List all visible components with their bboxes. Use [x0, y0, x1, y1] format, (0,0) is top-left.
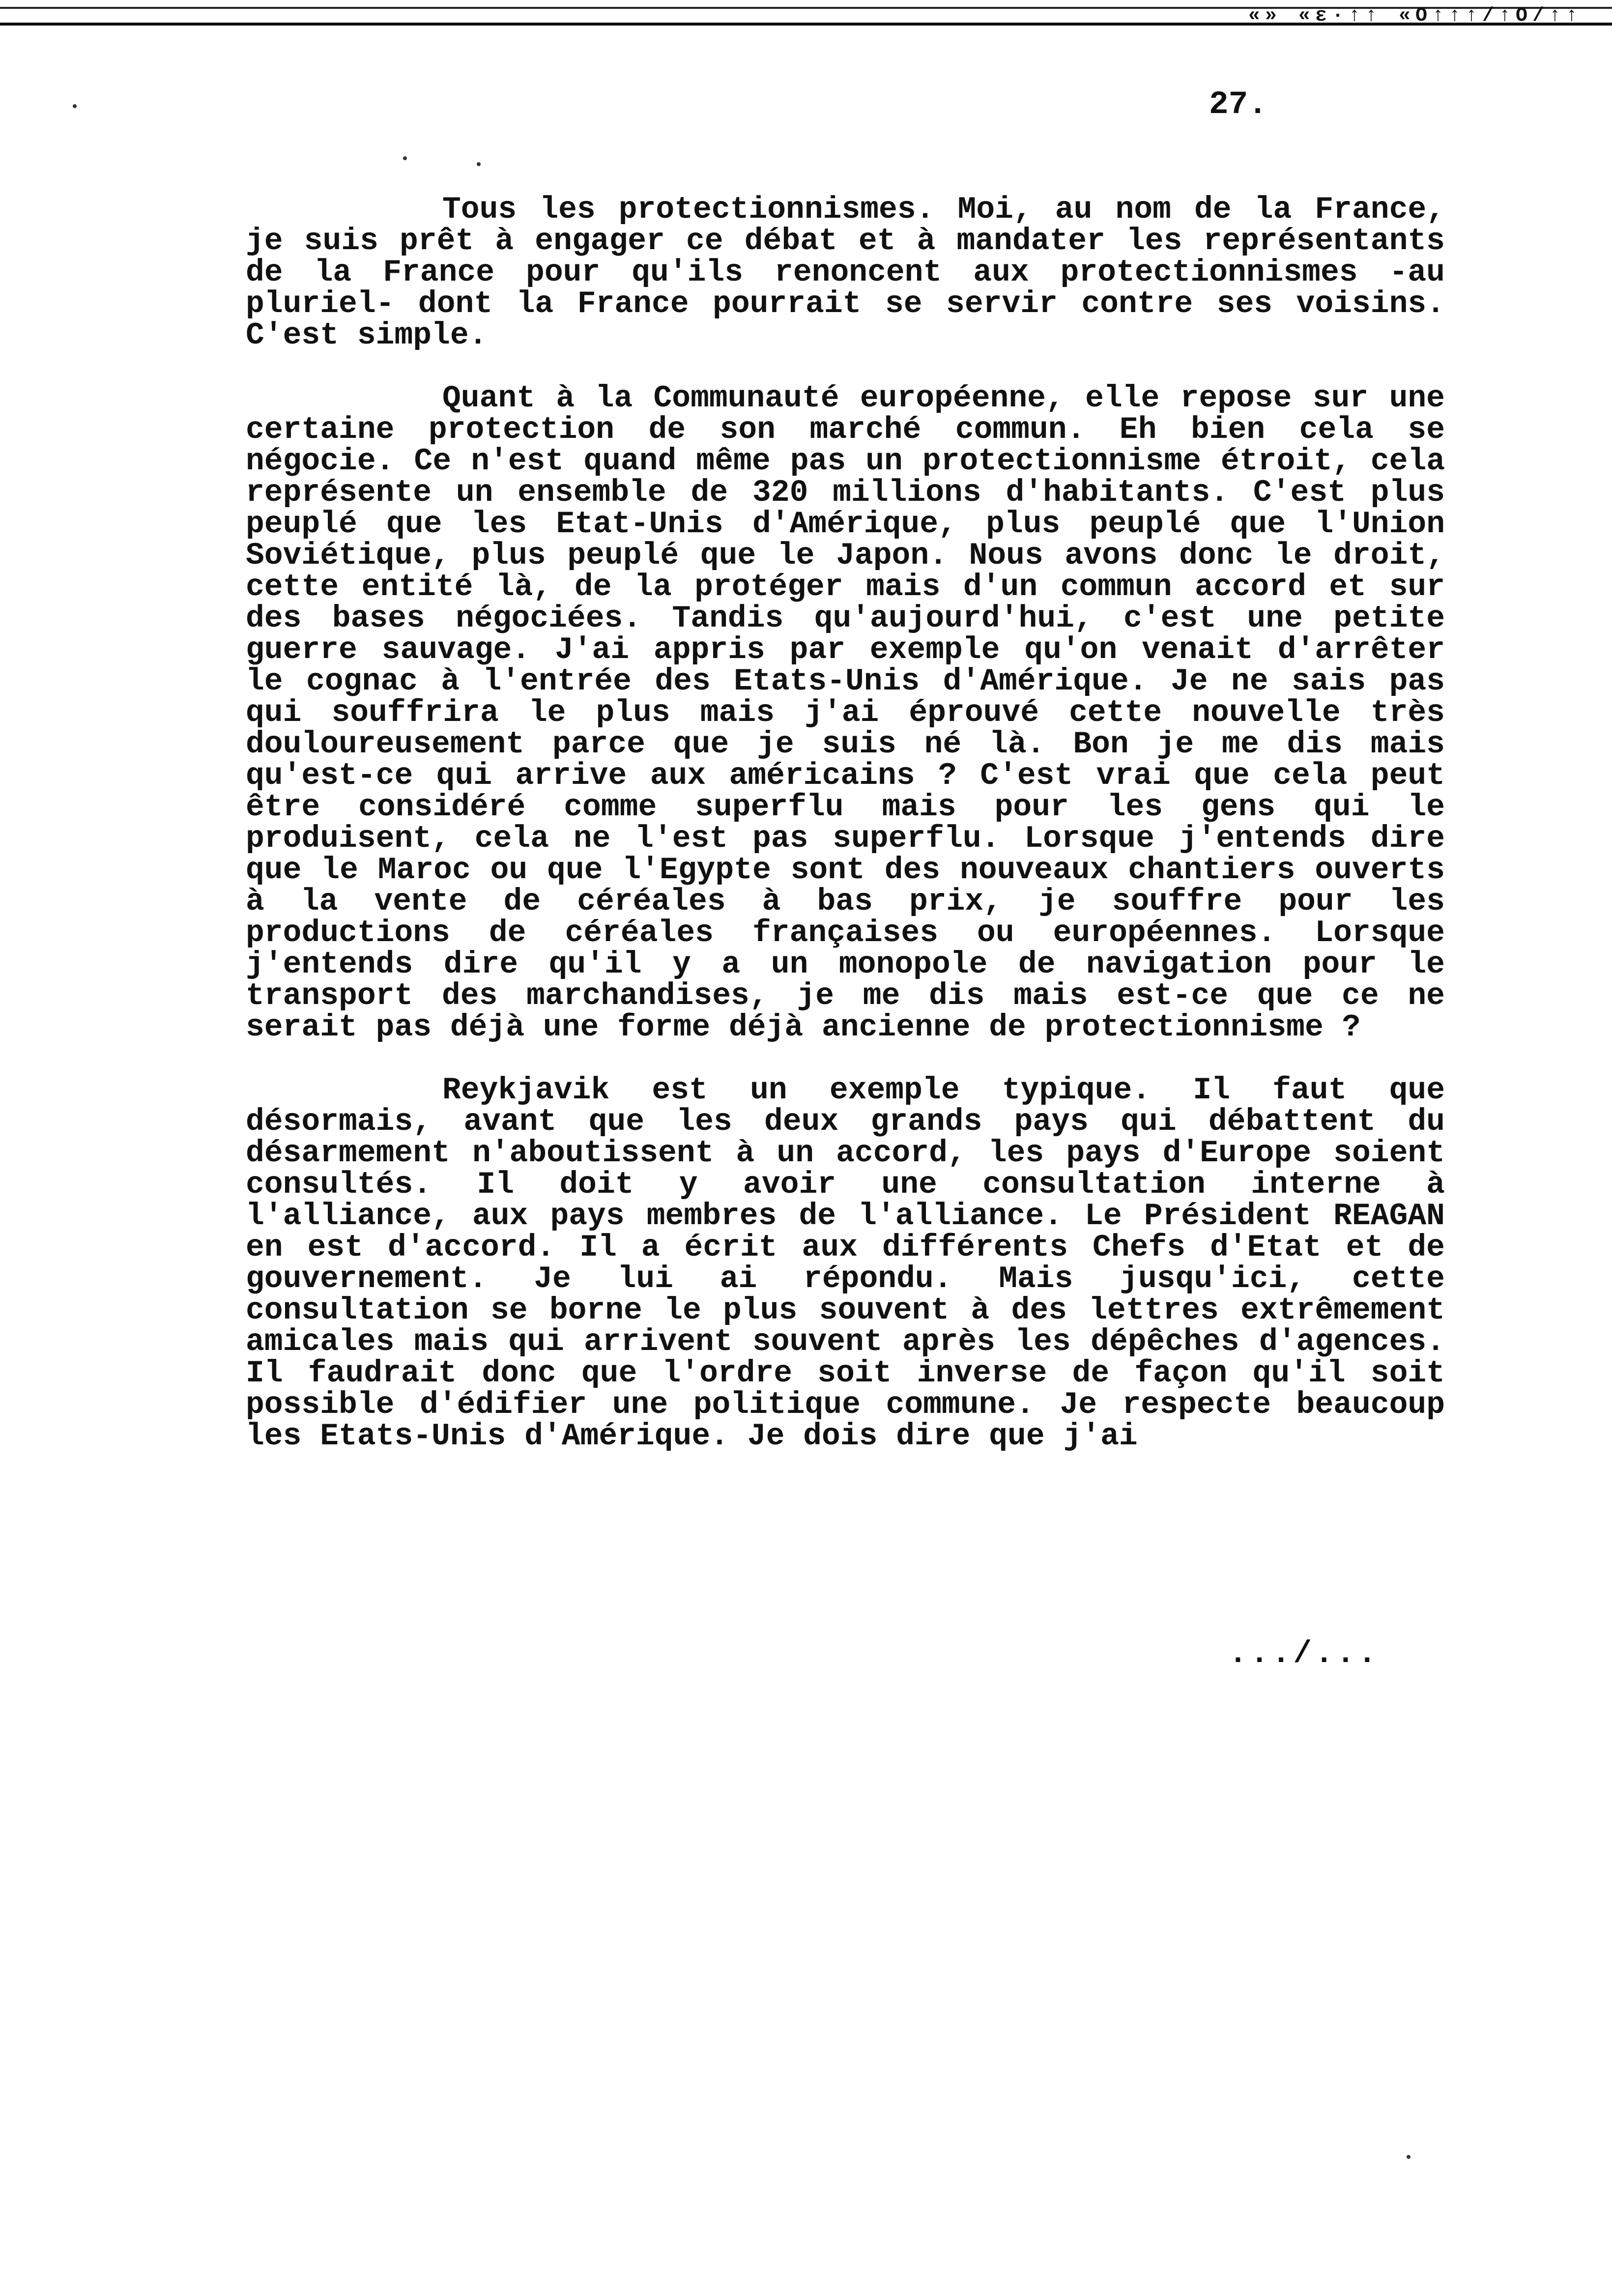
paragraph-reykjavik: Reykjavik est un exemple typique. Il faut que désormais, avant que les deux grands pays qui débattent du désarmement n'aboutissent à un accord, les pays d'Europe soient consultés. Il doit y avoir une consultation interne à l'alliance, aux pays membres de l'alliance. Le Président REAGAN en est d'accord. Il a écrit aux différents Chefs d'Etat et de gouvernement. Je lui ai répondu. Mais jusqu'ici, cette consultation se borne le plus souvent à des lettres extrêmement amicales mais qui arrivent souvent après les dépêches d'agences. Il faudrait donc que l'ordre soit inverse de façon qu'il soit possible d'édifier une politique commune. Je respecte beaucoup les Etats-Unis d'Amérique. Je dois dire que j'ai — [246, 1073, 1445, 1454]
scan-speck — [403, 156, 407, 160]
paragraph-protectionnismes: Tous les protectionnismes. Moi, au nom de la France, je suis prêt à engager ce débat et à mandater les représentants de la France pour qu'ils renoncent aux protectionnismes -au pluriel- dont la France pourrait se servir contre ses voisins. C'est simple. — [246, 192, 1464, 353]
scan-speck — [477, 162, 481, 166]
continuation-marker: .../... — [1229, 1636, 1380, 1671]
document-body — [246, 192, 1464, 1454]
scan-speck — [73, 104, 77, 108]
scan-speck — [1407, 2155, 1410, 2159]
fax-transmission-line: «» «ε·↑↑ «Ο↑↑↑/↑Ο/↑↑ — [1248, 5, 1583, 27]
page-number: 27. — [1209, 86, 1267, 123]
paragraph-communaute-europeenne: Quant à la Communauté européenne, elle repose sur une certaine protection de son marché commun. Eh bien cela se négocie. Ce n'est quand même pas un protectionnisme étroit, cela représente un ensemble de 320 millions d'habitants. C'est plus peuplé que les Etat-Unis d'Amérique, plus peuplé que l'Union Soviétique, plus peuplé que le Japon. Nous avons donc le droit, cette entité là, de la protéger mais d'un commun accord et sur des bases négociées. Tandis qu'aujourd'hui, c'est une petite guerre sauvage. J'ai appris par exemple qu'on venait d'arrêter le cognac à l'entrée des Etats-Unis d'Amérique. Je ne sais pas qui souffrira le plus mais j'ai éprouvé cette nouvelle très douloureusement parce que je suis né là. Bon je me dis mais qu'est-ce qui arrive aux américains ? C'est vrai que cela peut être considéré comme superflu mais pour les gens qui le produisent, cela ne l'est pas superflu. Lorsque j'entends dire que le Maroc ou que l'Egypte sont des nouveaux chantiers ouverts à la vente de céréales à bas prix, je souffre pour les productions de céréales françaises ou européennes. Lorsque j'entends dire qu'il y a un monopole de navigation pour le transport des marchandises, je me dis mais est-ce que ce ne serait pas déjà une forme déjà ancienne de protectionnisme ? — [246, 381, 1464, 1045]
